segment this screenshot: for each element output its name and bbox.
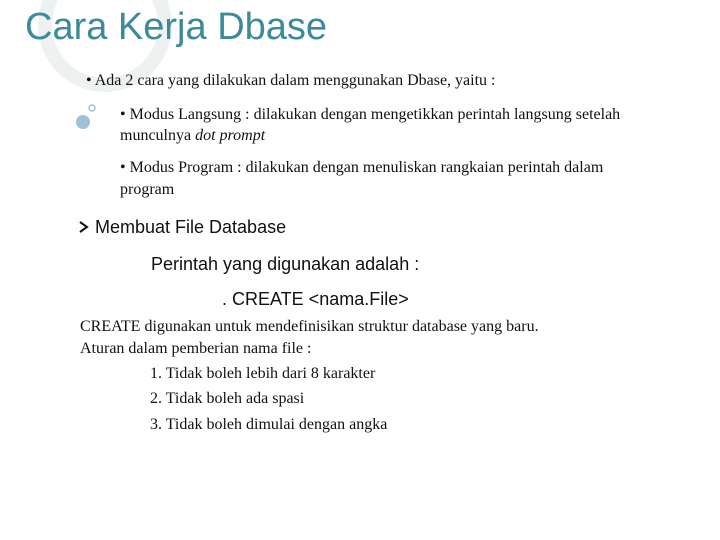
mode-langsung-line2 [120,126,265,146]
create-command: . CREATE <nama.File> [222,289,409,309]
small-ring-dot [89,105,95,111]
arrow-bullet-icon [78,221,90,233]
mode-langsung-line1 [120,105,620,125]
intro-line [86,71,495,91]
mode-program-text: Modus Program : dilakukan dengan menuliskan rangkaian perintah dalam [129,159,604,176]
rule-item: 1. Tidak boleh lebih dari 8 karakter [150,365,376,382]
rule-item: 2. Tidak boleh ada spasi [150,390,305,407]
bullet-glyph: • [120,106,126,123]
mode-langsung-text: Modus Langsung : dilakukan dengan mengetikkan perintah langsung setelah [129,106,621,123]
rules-intro: Aturan dalam pemberian nama file : [80,340,312,357]
command-intro: Perintah yang digunakan adalah : [151,254,420,274]
mode-program-line2 [120,180,174,200]
mode-program-cont: program [120,181,175,198]
intro-text: Ada 2 cara yang dilakukan dalam menggunakan Dbase, yaitu : [94,72,496,89]
dot-prompt-term: dot prompt [195,127,266,144]
bullet-glyph: • [86,72,92,89]
mode-langsung-cont: munculnya [120,127,196,144]
slide-title: Cara Kerja Dbase [25,6,328,48]
mode-program-line1 [120,158,603,178]
create-description: CREATE digunakan untuk mendefinisikan struktur database yang baru. [80,318,539,335]
rule-item: 3. Tidak boleh dimulai dengan angka [150,416,388,433]
section-heading: Membuat File Database [95,217,287,237]
filled-dot [76,115,90,129]
bullet-glyph: • [120,159,126,176]
